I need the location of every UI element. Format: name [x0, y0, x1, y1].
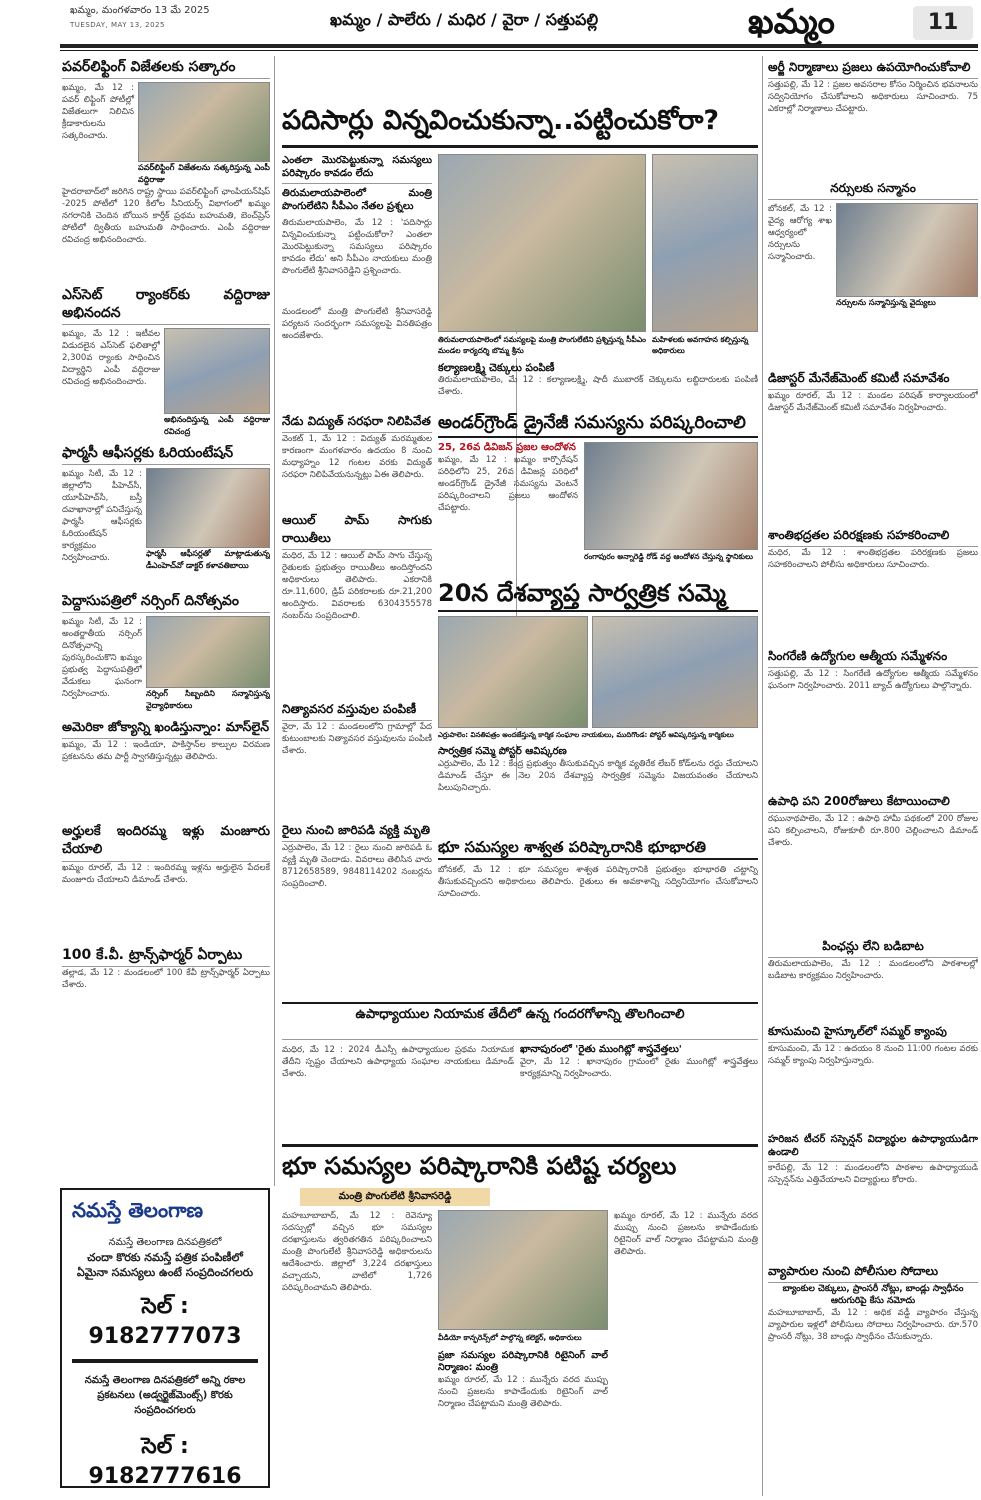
farm-text [520, 1044, 758, 1140]
article-body: కారేపల్లి, మే 12 : మండలంలోని పాఠశాల ఉపాధ్యాయుడి సస్పెన్షన్‌ను ఎత్తివేయాలని విద్యార్థులు కోరారు. [768, 1163, 978, 1185]
article-headline: 100 కే.వీ. ట్రాన్స్‌ఫార్మర్ ఏర్పాటు [62, 946, 270, 967]
photo-caption: ఫార్మసీ ఆఫీసర్లతో మాట్లాడుతున్న డీఎంహెచ్‌వో డాక్టర్ కళావతిబాయి [146, 549, 270, 570]
article-photo [164, 328, 270, 414]
teacher-text [282, 1044, 514, 1140]
article-body: మధిర, మే 12 : శాంతిభద్రతల పరిరక్షణకు ప్రజలు సహకరించాలని పోలీసు అధికారులు సూచించారు. [768, 548, 978, 570]
date-telugu: ఖమ్మం, మంగళవారం 13 మే 2025 [70, 5, 210, 16]
land-body: బోనకల్, మే 12 : భూ సమస్యల శాశ్వత పరిష్కారానికి ప్రభుత్వం భూభారతి చట్టాన్ని తీసుకువచ్చిందని అధికారులు తెలిపారు. రైతులు ఈ అవకాశాన్ని సద్వినియోగం చేసుకోవాలని సూచించారు. [438, 865, 758, 899]
masthead-rule-thin [60, 50, 978, 51]
drain-body: ఖమ్మం, మే 12 : ఖమ్మం కార్పొరేషన్ పరిధిలోని 25, 26వ డివిజన్ల పరిధిలో అండర్‌గ్రౌండ్ డ్రైనేజీ సమస్యను వెంటనే పరిష్కరించాలని ప్రజలు ఆందోళన చేపట్టారు. [438, 455, 578, 513]
article-body: ఖమ్మం సిటీ, మే 12 : జిల్లాలోని పీహెచ్‌సీ, యూపీహెచ్‌సీ, బస్తీ దవాఖానాల్లో పనిచేస్తున్న ఫార్మసీ ఆఫీసర్లకు ఓరియంటేషన్ కార్యక్రమం నిర్వహించారు. [62, 469, 142, 563]
lead-photo-caption: తిరుమలాయపాలెంలో సమస్యలపై మంత్రి పొంగులేటిని ప్రశ్నిస్తున్న సీపీఎం మండల కార్యదర్శి బొమ్మ శ్రీను [438, 334, 646, 358]
lead-deck [282, 154, 432, 302]
article-headline: అర్జీ నిర్మాణాలు ప్రజలు ఉపయోగించుకోవాలి [768, 58, 978, 79]
article-body: మహబూబాబాద్, మే 12 : అధిక వడ్డీ వ్యాపారం చేస్తున్న వ్యాపారుల ఇళ్లలో పోలీసులు సోదాలు నిర్వహించారు. రూ.570 ప్రాంసరీ నోట్లు, 38 బాండ్లు స్వాధీనం చేసుకున్నారు. [768, 1308, 978, 1342]
side-photo-caption: మహిళలకు అవగాహన కల్పిస్తున్న అధికారులు [652, 334, 758, 358]
date-english: TUESDAY, MAY 13, 2025 [70, 21, 165, 29]
drain-photo [584, 442, 758, 550]
article-body: ఖమ్మం, మే 12 : ఇండియా, పాకిస్తాన్‌ల కాల్పుల విరమణ ప్రకటనను తమ పార్టీ స్వాగతిస్తున్నట్లు తెలిపారు. [62, 740, 270, 762]
article-photo [836, 203, 978, 297]
article-body: ఖమ్మం, మే 12 : పవర్ లిఫ్టింగ్ పోటీల్లో విజేతలుగా నిలిచిన క్రీడాకారులను సత్కరించారు. [62, 83, 134, 141]
article-body: సత్తుపల్లి, మే 12 : ప్రజల అవసరాల కోసం నిర్మించిన భవనాలను సద్వినియోగం చేసుకోవాలని అధికారులు సూచించారు. 75 ఎకరాల్లో నిర్మాణాలు చేపట్టారు. [768, 80, 978, 114]
article-body: ఖమ్మం, మే 12 : ఇటీవల విడుదలైన ఎస్‌సెట్ ఫలితాల్లో 2,300వ ర్యాంకు సాధించిన విద్యార్థిని ఎంపీ వద్దిరాజు రవిచంద్ర అభినందించారు. [62, 329, 160, 387]
article-headline: డిజాస్టర్ మేనేజ్‌మెంట్ కమిటీ సమావేశం [768, 369, 978, 390]
edition-towns: ఖమ్మం / పాలేరు / మధిర / వైరా / సత్తుపల్లి [330, 10, 599, 29]
teacher-body: మధిర, మే 12 : 2024 డీఎస్సీ ఉపాధ్యాయుల ప్రథమ నియామక తేదీని స్పష్టం చేయాలని ఉపాధ్యాయ సంఘాల నాయకులు డిమాండ్ చేశారు. [282, 1045, 514, 1079]
drain-text [438, 442, 578, 570]
article-body: వైరా, మే 12 : మండలంలోని గ్రామాల్లో పేద కుటుంబాలకు నిత్యావసర వస్తువులను పంపిణీ చేశారు. [282, 722, 432, 756]
farm-body: వైరా, మే 12 : ఖానాపురం గ్రామంలో రైతు ముంగిట్లో శాస్త్రవేత్తలు కార్యక్రమాన్ని నిర్వహించారు. [520, 1057, 758, 1079]
strike-caption: ఎర్రుపాలెం: వినతిపత్రం అందజేస్తున్న కార్మిక సంఘాల నాయకులు, ముదిగొండ: పోస్టర్ ఆవిష్కరిస్తున్న కార్మికులు [438, 730, 758, 744]
article-body: తిరుమలాయపాలెం, మే 12 : మండలంలోని పాఠశాలల్లో బడిబాట కార్యక్రమం నిర్వహించారు. [768, 959, 978, 981]
masthead-date [70, 4, 270, 32]
bottom-headline: భూ సమస్యల పరిష్కారానికి పటిష్ట చర్యలు [282, 1144, 758, 1184]
subscription-ad [60, 1188, 270, 1488]
lead-body-extra [282, 306, 432, 362]
column-divider [274, 56, 275, 1186]
lead-headline: పదిసార్లు విన్నవించుకున్నా..పట్టించుకోరా? [282, 96, 758, 148]
article-headline: పవర్‌లిఫ్టింగ్ విజేతలకు సత్కారం [62, 58, 270, 79]
photo-caption: నర్సింగ్ సిబ్బందిని సన్మానిస్తున్న వైద్యాధికారులు [146, 689, 270, 710]
ad-line: నమస్తే తెలంగాణ దినపత్రికలో అన్ని రకాల [84, 1375, 246, 1386]
article-body: మధిర, మే 12 : ఆయిల్ పామ్ సాగు చేస్తున్న రైతులకు ప్రభుత్వం రాయితీలు అందిస్తోందని అధికారులు తెలిపారు. ఎకరానికి రూ.11,600, డ్రిప్ పరికరాలకు రూ.21,200 అందిస్తారు. వివరాలకు 6304355578 నంబర్‌ను సంప్రదించాలి. [282, 551, 432, 621]
drain-sub: 25, 26వ డివిజన్ ప్రజల ఆందోళన [438, 442, 576, 453]
article-headline: హరిజన టీచర్ సస్పెన్షన్ విద్యార్థుల ఉపాధ్యాయుడిగా ఉండాలి [768, 1133, 978, 1162]
article-body: హైదరాబాద్‌లో జరిగిన రాష్ట్ర స్థాయి పవర్‌లిఫ్టింగ్ ఛాంపియన్‌షిప్ -2025 పోటీలో 120 కిలోల సీనియర్స్ విభాగంలో ఖమ్మం నగరానికి చెందిన బోయిన కార్తీక్ ప్రథమ బహుమతి, బెంచ్‌ప్రెస్ పోటీలో ద్వితీయ బహుమతి సాధించారు. ఎంపీ వద్దిరాజు రవిచంద్ర అభినందించారు. [62, 187, 270, 245]
column-divider [762, 56, 763, 1496]
ad-phone: సెల్ : 9182777616 [88, 1434, 242, 1488]
column-left [62, 58, 270, 1186]
article-body: బోనకల్, మే 12 : వైద్య ఆరోగ్య శాఖ ఆధ్వర్యంలో నర్సులను సన్మానించారు. [768, 204, 832, 262]
article-headline: పెద్దాసుపత్రిలో నర్సింగ్ దినోత్సవం [62, 592, 270, 613]
article-headline: రైలు నుంచి జారిపడి వ్యక్తి మృతి [282, 821, 432, 842]
photo-caption: పవర్‌లిఫ్టింగ్ విజేతలను సత్కరిస్తున్న ఎంపీ వద్దిరాజు [138, 163, 270, 184]
strike-text [438, 746, 758, 832]
article-body: కూసుమంచి, మే 12 : ఉదయం 8 నుంచి 11:00 గంటల వరకు సమ్మర్ క్యాంపు నిర్వహిస్తున్నారు. [768, 1044, 978, 1066]
article-photo [146, 468, 270, 548]
strike-body: ఎర్రుపాలెం, మే 12 : కేంద్ర ప్రభుత్వం తీసుకువచ్చిన కార్మిక వ్యతిరేక లేబర్ కోడ్‌లను రద్దు చేయాలని డిమాండ్ చేస్తూ ఈ నెల 20న దేశవ్యాప్త సార్వత్రిక సమ్మెను విజయవంతం చేయాలని పిలుపునిచ్చారు. [438, 759, 758, 793]
drain-headline: అండర్‌గ్రౌండ్ డ్రైనేజీ సమస్యను పరిష్కరించాలి [438, 410, 758, 438]
lead-deck-2: తిరుమలాయపాలెంలో మంత్రి పొంగులేటిని సీపీఎం నేతల ప్రశ్నలు [282, 188, 432, 212]
lead-sub-story [438, 362, 758, 408]
photo-caption: నర్సులను సన్మానిస్తున్న వైద్యులు [836, 297, 978, 309]
lead-photo-2 [652, 154, 758, 332]
bottom-body-2: ఖమ్మం రూరల్, మే 12 : మున్నేరు వరద ముప్పు నుంచి ప్రజలను కాపాడేందుకు రిటైనింగ్ వాల్ నిర్మాణం చేపట్టామని మంత్రి తెలిపారు. [614, 1211, 758, 1257]
article-photo [146, 616, 270, 688]
bottom-byline: మంత్రి పొంగులేటి శ్రీనివాసరెడ్డి [300, 1188, 490, 1206]
article-headline: ఆయిల్ పామ్ సాగుకు రాయితీలు [282, 511, 432, 550]
article-body: తల్లాడ, మే 12 : మండలంలో 100 కేవీ ట్రాన్స్‌ఫార్మర్ ఏర్పాటు చేశారు. [62, 968, 270, 990]
ad-title: నమస్తే తెలంగాణ [72, 1198, 204, 1222]
strike-photo-1 [438, 616, 588, 728]
article-headline: అర్హులకే ఇందిరమ్మ ఇళ్లు మంజూరు చేయాలి [62, 823, 270, 862]
bottom-body: మహబూబాబాద్, మే 12 : రెవెన్యూ సదస్సుల్లో వచ్చిన భూ సమస్యల దరఖాస్తులను త్వరితగతిన పరిష్కరించాలని మంత్రి పొంగులేటి శ్రీనివాసరెడ్డి అధికారులను ఆదేశించారు. జిల్లాలో 3,224 దరఖాస్తులు వచ్చాయని, వాటిలో 1,726 పరిష్కరించామని తెలిపారు. [282, 1211, 432, 1293]
bottom-sub-body: ఖమ్మం రూరల్, మే 12 : మున్నేరు వరద ముప్పు నుంచి ప్రజలను కాపాడేందుకు రిటైనింగ్ వాల్ నిర్మాణం చేపట్టామని మంత్రి తెలిపారు. [438, 1375, 608, 1409]
article-headline: ఉపాధి పని 200రోజులు కేటాయించాలి [768, 792, 978, 813]
sub-headline: కల్యాణలక్ష్మి చెక్కులు పంపిణీ [438, 362, 555, 374]
article-headline: శాంతిభద్రతల పరిరక్షణకు సహకరించాలి [768, 526, 978, 547]
strike-photo-2 [592, 616, 758, 728]
ad-line: నమస్తే తెలంగాణ దినపత్రికలో [108, 1237, 222, 1248]
ad-line: చందా కొరకు నమస్తే పత్రిక పంపిణీలో [87, 1251, 243, 1264]
sub-body: తిరుమలాయపాలెం, మే 12 : కల్యాణలక్ష్మి, షాదీ ముబారక్ చెక్కులను లబ్ధిదారులకు పంపిణీ చేశారు. [438, 375, 758, 397]
bottom-text [282, 1210, 432, 1488]
article-headline: నర్సులకు సన్మానం [768, 179, 978, 200]
page-number: 11 [913, 6, 973, 40]
ad-divider [72, 1359, 258, 1363]
ad-line: ఏమైనా సమస్యలు ఉంటే సంప్రదించగలరు [76, 1266, 254, 1279]
teacher-headline: ఉపాధ్యాయుల నియామక తేదీలో ఉన్న గందరగోళాన్ని తొలగించాలి [282, 1002, 758, 1040]
edition-name: ఖమ్మం [748, 2, 835, 42]
article-body: సత్తుపల్లి, మే 12 : సింగరేణి ఉద్యోగుల ఆత్మీయ సమ్మేళనం ఘనంగా నిర్వహించారు. 2011 బ్యాచ్ ఉద్యోగులు పాల్గొన్నారు. [768, 669, 978, 691]
article-body: ఖమ్మం రూరల్, మే 12 : మండల పరిషత్ కార్యాలయంలో డిజాస్టర్ మేనేజ్‌మెంట్ కమిటీ సమావేశం నిర్వహించారు. [768, 391, 978, 413]
article-photo [138, 82, 270, 162]
bottom-photo [438, 1210, 608, 1330]
article-headline: ఫార్మసీ ఆఫీసర్లకు ఓరియంటేషన్ [62, 444, 270, 465]
article-subhead: బ్యాంకుల చెక్కులు, ప్రాంసరీ నోట్లు, బాండ్లు స్వాధీనం ఆరుగురిపై కేసు నమోదు [782, 1284, 964, 1306]
land-text [438, 864, 758, 996]
article-body: ఎర్రుపాలెం, మే 12 : రైలు నుంచి జారిపడి ఓ వ్యక్తి మృతి చెందాడు. వివరాలు తెలిసిన వారు 8712658589, 9848114202 నంబర్లను సంప్రదించాలి. [282, 843, 432, 889]
article-headline: సింగరేణి ఉద్యోగుల ఆత్మీయ సమ్మేళనం [768, 647, 978, 668]
ad-line: ప్రకటనలు (అడ్వర్టైజ్‌మెంట్స్) కొరకు సంప్రదించగలరు [97, 1390, 233, 1416]
article-body: రఘునాథపాలెం, మే 12 : ఉపాధి హామీ పథకంలో 200 రోజుల పని కల్పించాలని, రోజుకూలీ రూ.800 చెల్లించాలని డిమాండ్ చేశారు. [768, 814, 978, 848]
article-headline: కూసుమంచి హైస్కూల్‌లో సమ్మర్ క్యాంపు [768, 1022, 978, 1043]
lead-deck-1: ఎంతలా మొరపెట్టుకున్నా సమస్యలు పరిష్కారం కావడం లేదు [282, 154, 432, 184]
strike-sub: సార్వత్రిక సమ్మె పోస్టర్ ఆవిష్కరణ [438, 746, 567, 757]
article-headline: నేడు విద్యుత్ సరఫరా నిలిపివేత [282, 412, 432, 433]
land-headline: భూ సమస్యల శాశ్వత పరిష్కారానికి భూభారతి [438, 836, 758, 860]
bottom-sub-headline: ప్రజా సమస్యల పరిష్కారానికి రిటైనింగ్ వాల్ నిర్మాణం: మంత్రి [438, 1350, 608, 1373]
photo-caption: అభినందిస్తున్న ఎంపీ వద్దిరాజు రవిచంద్ర [164, 415, 270, 436]
farm-headline: ఖానాపురంలో 'రైతు ముంగిట్లో శాస్త్రవేత్తలు' [520, 1044, 682, 1055]
lead-body: తిరుమలాయపాలెం, మే 12 : 'పదిసార్లు విన్నవించుకున్నా పట్టించుకోరా? ఎంతలా మొరపెట్టుకున్నా సమస్యలు పరిష్కారం కావడం లేదు' అని సీపీఎం నాయకులు మంత్రి పొంగులేటి శ్రీనివాసరెడ్డిని ప్రశ్నించారు. [282, 218, 432, 276]
edition-block [748, 2, 973, 44]
article-body: ఖమ్మం రూరల్, మే 12 : ఇందిరమ్మ ఇళ్లను అర్హులైన పేదలకే మంజూరు చేయాలని డిమాండ్ చేశారు. [62, 863, 270, 885]
drain-caption: రంగాపురం అన్నారెడ్డి రోడ్ వద్ద ఆందోళన చేస్తున్న స్థానికులు [584, 552, 758, 572]
article-body: వెంకట్ 1, మే 12 : విద్యుత్ మరమ్మతుల కారణంగా మంగళవారం ఉదయం 8 నుంచి మధ్యాహ్నం 12 గంటల వరకు విద్యుత్ సరఫరా నిలిపివేయనున్నట్లు ఏఈ తెలిపారు. [282, 434, 432, 480]
lead-photo [438, 154, 646, 332]
article-headline: ఎస్‌సెట్ ర్యాంకర్‌కు వద్దిరాజు అభినందన [62, 286, 270, 325]
article-headline: అమెరికా జోక్యాన్ని ఖండిస్తున్నాం: మాస్‌లైన్ [62, 718, 270, 739]
bottom-sub [438, 1350, 608, 1488]
bottom-caption: వీడియో కాన్ఫరెన్స్‌లో పాల్గొన్న కలెక్టర్, అధికారులు [438, 1332, 608, 1346]
article-headline: పింఛన్లు లేని బడిబాట [768, 937, 978, 958]
article-headline: వ్యాపారుల నుంచి పోలీసుల సోదాలు [768, 1262, 978, 1283]
ad-phone: సెల్ : 9182777073 [88, 1294, 242, 1349]
article-body: ఖమ్మం సిటీ, మే 12 : అంతర్జాతీయ నర్సింగ్ దినోత్సవాన్ని పురస్కరించుకొని ఖమ్మం ప్రభుత్వ పెద్దాసుపత్రిలో వేడుకలు ఘనంగా నిర్వహించారు. [62, 617, 142, 699]
strike-headline: 20న దేశవ్యాప్త సార్వత్రిక సమ్మె [438, 576, 758, 612]
article-headline: నిత్యావసర వస్తువుల పంపిణీ [282, 700, 432, 721]
bottom-text-2 [614, 1210, 758, 1488]
lead-body-2: మండలంలో మంత్రి పొంగులేటి శ్రీనివాసరెడ్డి పర్యటన సందర్భంగా సమస్యలపై వినతిపత్రం అందజేశారు. [282, 307, 432, 341]
column-right [768, 58, 978, 1494]
column-center-left [282, 412, 432, 996]
masthead-rule [60, 44, 978, 48]
